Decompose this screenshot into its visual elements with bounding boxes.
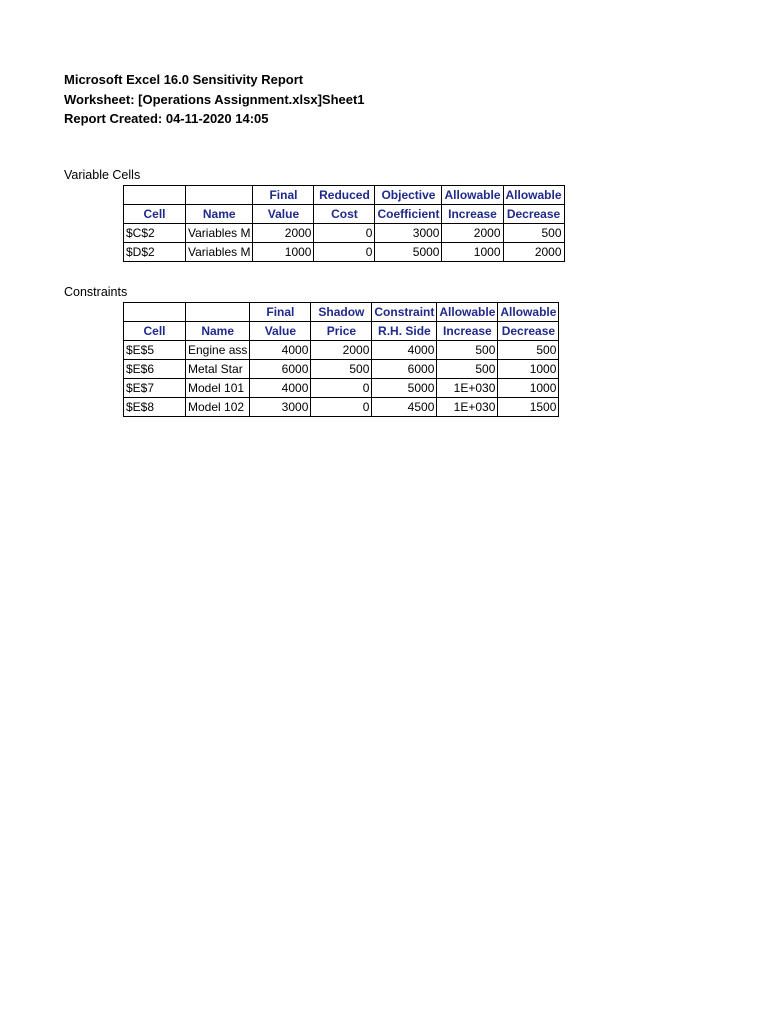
header-cell[interactable]: Decrease [503,205,564,224]
header-cell[interactable]: Decrease [498,322,559,341]
header-cell[interactable]: Value [250,322,311,341]
header-cell[interactable]: Objective [375,186,442,205]
final-value[interactable]: 2000 [253,224,314,243]
report-worksheet: Worksheet: [Operations Assignment.xlsx]Sheet1 [64,91,365,107]
table-header-row [124,186,565,205]
header-cell[interactable]: Cell [124,205,186,224]
header-cell[interactable]: Coefficient [375,205,442,224]
allowable-increase[interactable]: 1000 [442,243,503,262]
variable-cells-label: Variable Cells [64,168,141,182]
allowable-decrease[interactable]: 1500 [498,398,559,417]
header-cell[interactable]: Increase [442,205,503,224]
table-header-row [124,303,559,322]
cell-ref[interactable]: $D$2 [124,243,186,262]
objective-coefficient[interactable]: 5000 [375,243,442,262]
header-cell[interactable] [186,186,253,205]
cell-name[interactable]: Model 102 [186,398,250,417]
constraints-label: Constraints [64,285,128,299]
constraint-rhs[interactable]: 6000 [372,360,437,379]
allowable-increase[interactable]: 1E+030 [437,398,498,417]
table-row [124,341,559,360]
table-row [124,379,559,398]
cell-ref[interactable]: $E$8 [124,398,186,417]
report-created: Report Created: 04-11-2020 14:05 [64,111,269,126]
header-cell[interactable]: Name [186,205,253,224]
constraints-table [123,302,559,417]
table-row [124,398,559,417]
cell-ref[interactable]: $E$7 [124,379,186,398]
table-row [124,360,559,379]
report-title: Microsoft Excel 16.0 Sensitivity Report [64,72,304,87]
variable-cells-table [123,185,565,262]
allowable-decrease[interactable]: 2000 [503,243,564,262]
allowable-decrease[interactable]: 500 [503,224,564,243]
shadow-price[interactable]: 0 [311,379,372,398]
report-header [64,70,365,129]
header-cell[interactable]: Allowable [498,303,559,322]
constraint-rhs[interactable]: 5000 [372,379,437,398]
header-cell[interactable]: Reduced [314,186,375,205]
cell-name[interactable]: Variables M [186,243,253,262]
allowable-decrease[interactable]: 1000 [498,379,559,398]
table-row [124,243,565,262]
header-cell[interactable]: Shadow [311,303,372,322]
cell-ref[interactable]: $C$2 [124,224,186,243]
cell-name[interactable]: Variables M [186,224,253,243]
cell-ref[interactable]: $E$5 [124,341,186,360]
cell-name[interactable]: Metal Star [186,360,250,379]
allowable-increase[interactable]: 500 [437,341,498,360]
header-cell[interactable]: Constraint [372,303,437,322]
objective-coefficient[interactable]: 3000 [375,224,442,243]
header-cell[interactable]: R.H. Side [372,322,437,341]
cell-name[interactable]: Model 101 [186,379,250,398]
header-cell[interactable] [124,186,186,205]
header-cell[interactable] [186,303,250,322]
shadow-price[interactable]: 500 [311,360,372,379]
header-cell[interactable]: Price [311,322,372,341]
header-cell[interactable]: Increase [437,322,498,341]
final-value[interactable]: 6000 [250,360,311,379]
header-cell[interactable]: Allowable [503,186,564,205]
table-header-row [124,205,565,224]
allowable-decrease[interactable]: 1000 [498,360,559,379]
header-cell[interactable]: Name [186,322,250,341]
allowable-increase[interactable]: 1E+030 [437,379,498,398]
header-cell[interactable]: Final [250,303,311,322]
allowable-decrease[interactable]: 500 [498,341,559,360]
cell-name[interactable]: Engine ass [186,341,250,360]
reduced-cost[interactable]: 0 [314,243,375,262]
allowable-increase[interactable]: 500 [437,360,498,379]
header-cell[interactable]: Cell [124,322,186,341]
reduced-cost[interactable]: 0 [314,224,375,243]
shadow-price[interactable]: 0 [311,398,372,417]
header-cell[interactable]: Final [253,186,314,205]
header-cell[interactable]: Value [253,205,314,224]
header-cell[interactable] [124,303,186,322]
allowable-increase[interactable]: 2000 [442,224,503,243]
final-value[interactable]: 4000 [250,341,311,360]
cell-ref[interactable]: $E$6 [124,360,186,379]
final-value[interactable]: 3000 [250,398,311,417]
header-cell[interactable]: Allowable [437,303,498,322]
table-header-row [124,322,559,341]
header-cell[interactable]: Cost [314,205,375,224]
table-row [124,224,565,243]
constraint-rhs[interactable]: 4500 [372,398,437,417]
header-cell[interactable]: Allowable [442,186,503,205]
final-value[interactable]: 1000 [253,243,314,262]
constraint-rhs[interactable]: 4000 [372,341,437,360]
shadow-price[interactable]: 2000 [311,341,372,360]
final-value[interactable]: 4000 [250,379,311,398]
